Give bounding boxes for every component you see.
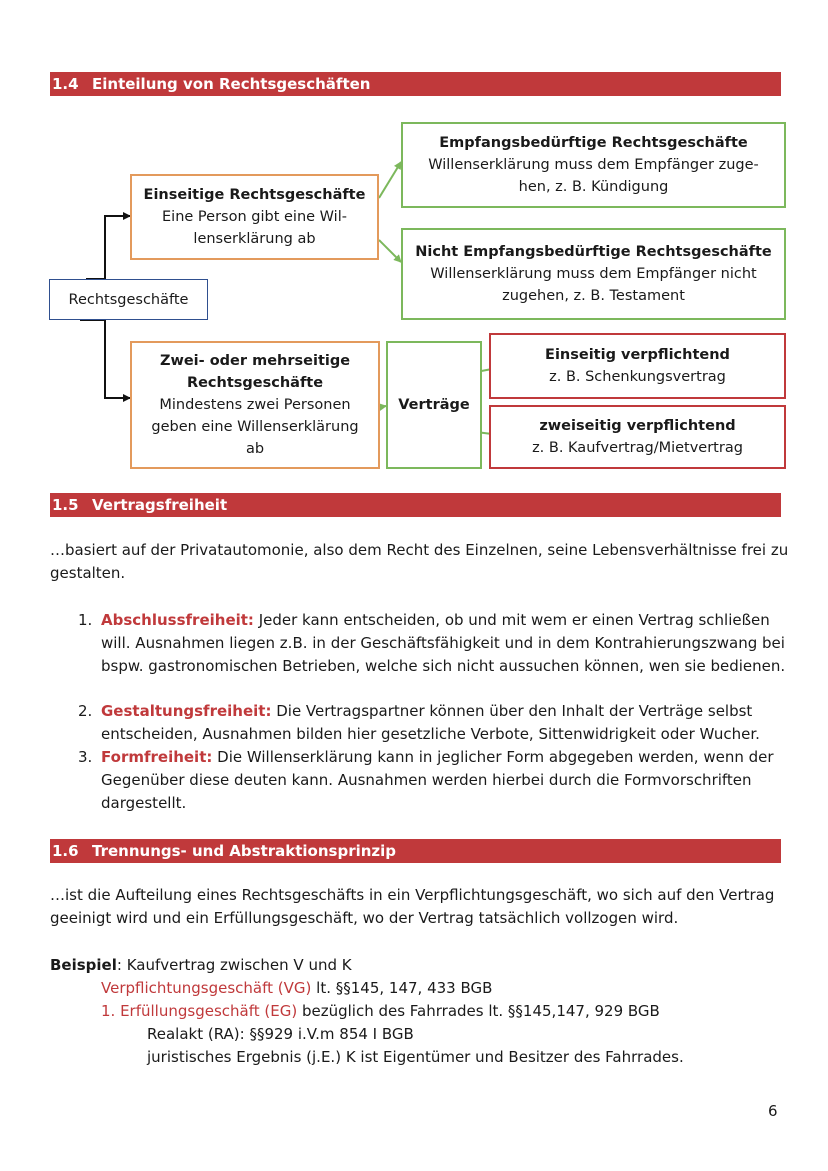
nicht-empfangs-line2: zugehen, z. B. Testament [502,288,685,304]
list-text: Jeder kann entscheiden, ob und mit wem er einen Vertrag schließen will. Ausnahmen liegen z.B. in der Geschäftsfähigkeit und in dem Kontrahierungszwang bei bspw. gastronomischen Betrieben, welche sich nicht aussuchen können, wen sie bedienen. [101,611,786,675]
section-number: 1.5 [52,496,79,514]
vg-term: Verpflichtungsgeschäft (VG) [101,979,312,997]
eg-term: 1. Erfüllungsgeschäft (EG) [101,1002,298,1020]
mehrseitige-line3: ab [245,441,265,457]
zweiseitig-verpflichtend-line1: z. B. Kaufvertrag/Mietvertrag [532,440,743,456]
mehrseitige-box [130,341,380,469]
empfangs-line1: Willenserklärung muss dem Empfänger zuge- [428,157,759,173]
einseitige-line1: Eine Person gibt eine Wil- [162,209,347,225]
zweiseitig-verpflichtend-title: zweiseitig verpflichtend [539,418,736,434]
list-text: Die Vertragspartner können über den Inhalt der Verträge selbst entscheiden, Ausnahmen bilden hier gesetzliche Verbote, Sittenwidrigkeit oder Wucher. [101,702,760,743]
mehrseitige-title2: Rechtsgeschäfte [186,375,324,391]
section-header-1-6 [50,839,781,863]
connector-einseitig-to-empfangs [379,162,401,198]
page-number: 6 [768,1102,778,1120]
list-term: Gestaltungsfreiheit: [101,702,272,720]
ra-line: Realakt (RA): §§929 i.V.m 854 I BGB [147,1025,414,1043]
list-term: Abschlussfreiheit: [101,611,254,629]
vertraege-label: Verträge [398,397,470,413]
einseitig-verpflichtend-line1: z. B. Schenkungsvertrag [549,369,726,385]
list-item [78,746,788,815]
mehrseitige-line1: Mindestens zwei Personen [159,397,351,413]
einseitige-title: Einseitige Rechtsgeschäfte [143,187,366,203]
empfangs-box [401,122,786,208]
trennung-intro: …ist die Aufteilung eines Rechtsgeschäfts in ein Verpflichtungsgeschäft, wo sich auf den Vertrag geeinigt wird und ein Erfüllungsgeschäft, wo der Vertrag tatsächlich vollzogen wird. [50,886,775,927]
section-title: Einteilung von Rechtsgeschäften [92,75,371,93]
example-text: : Kaufvertrag zwischen V und K [116,956,352,974]
section-title: Trennungs- und Abstraktionsprinzip [92,842,397,860]
list-number: 2. [78,702,93,720]
mehrseitige-line2: geben eine Willenserklärung [151,419,359,435]
vg-line [101,977,492,1000]
mehrseitige-title1: Zwei- oder mehrseitige [159,353,351,369]
einseitige-box [130,174,379,260]
section-number: 1.4 [52,75,79,93]
nicht-empfangs-title: Nicht Empfangsbedürftige Rechtsgeschäfte [415,244,772,260]
list-term: Formfreiheit: [101,748,213,766]
section-header-1-5 [50,493,781,517]
einseitige-line2: lenserklärung ab [193,231,316,247]
root-label: Rechtsgeschäfte [68,291,189,308]
section-number: 1.6 [52,842,79,860]
list-item [78,609,788,678]
connector-root-to-einseitig [86,216,130,279]
section-title: Vertragsfreiheit [92,496,228,514]
empfangs-line2: hen, z. B. Kündigung [518,179,669,195]
einseitig-verpflichtend-title: Einseitig verpflichtend [545,347,730,363]
vg-rest: lt. §§145, 147, 433 BGB [311,979,493,997]
vertragsfreiheit-intro: …basiert auf der Privatautomonie, also dem Recht des Einzelnen, seine Lebensverhältnisse frei zu gestalten. [50,541,789,582]
list-number: 3. [78,748,93,766]
list-item [78,700,788,746]
connector-einseitig-to-nicht-empfangs [379,240,401,262]
je-line: juristisches Ergebnis (j.E.) K ist Eigentümer und Besitzer des Fahrrades. [147,1048,684,1066]
zweiseitig-verpflichtend-box [489,405,786,469]
eg-rest: bezüglich des Fahrrades lt. §§145,147, 929 BGB [297,1002,660,1020]
example-line [50,954,352,977]
eg-line [101,1000,660,1023]
nicht-empfangs-box [401,228,786,320]
connector-root-to-mehrseitig [80,320,130,398]
root-box [49,279,208,320]
list-text: Die Willenserklärung kann in jeglicher Form abgegeben werden, wenn der Gegenüber diese deuten kann. Ausnahmen werden hierbei durch die Formvorschriften dargestellt. [101,748,774,812]
nicht-empfangs-line1: Willenserklärung muss dem Empfänger nicht [430,266,757,282]
vertraege-box [386,341,482,469]
example-label: Beispiel [50,956,117,974]
einseitig-verpflichtend-box [489,333,786,399]
list-number: 1. [78,611,93,629]
empfangs-title: Empfangsbedürftige Rechtsgeschäfte [439,135,748,151]
